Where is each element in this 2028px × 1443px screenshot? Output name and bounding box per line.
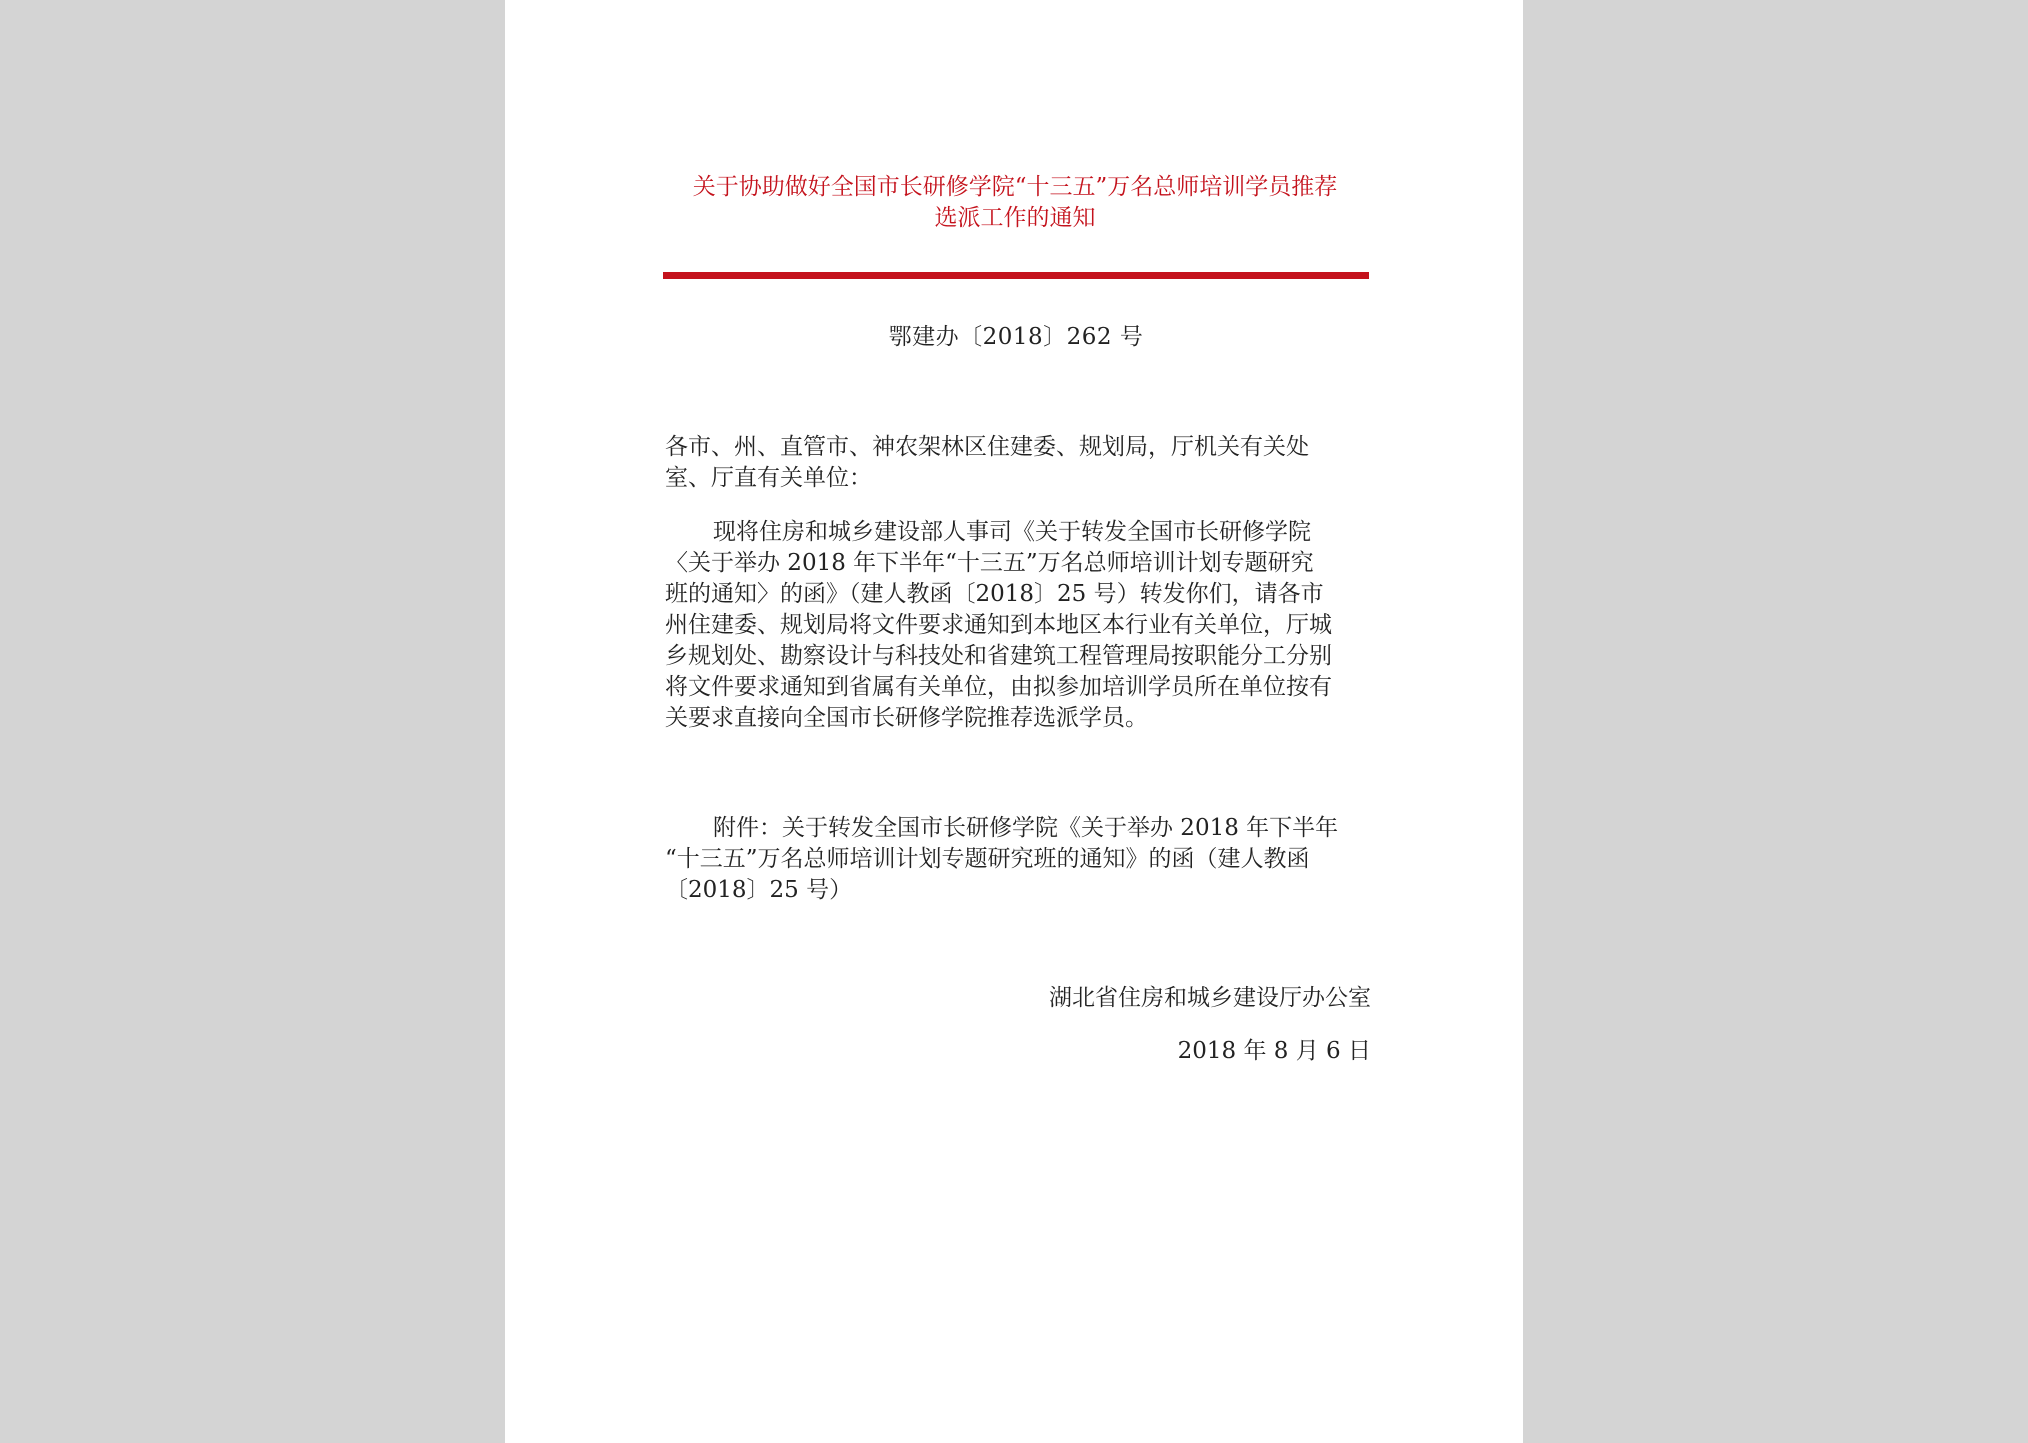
attachment-line: “十三五”万名总师培训计划专题研究班的通知》的函（建人教函 [665,846,1310,872]
document-title [655,172,1375,234]
body-line: 乡规划处、勘察设计与科技处和省建筑工程管理局按职能分工分别 [665,643,1332,669]
title-line: 关于协助做好全国市长研修学院“十三五”万名总师培训学员推荐 [692,174,1338,200]
body-line: 关要求直接向全国市长研修学院推荐选派学员。 [665,705,1148,731]
salutation [665,432,1369,494]
body-line: 〈关于举办 2018 年下半年“十三五”万名总师培训计划专题研究 [665,550,1314,576]
document-number: 鄂建办〔2018〕262 号 [888,324,1144,350]
attachment-note [665,813,1369,906]
title-line: 选派工作的通知 [934,205,1096,231]
salutation-line: 各市、州、直管市、神农架林区住建委、规划局，厅机关有关处 [665,434,1309,460]
attachment-line: 〔2018〕25 号） [665,877,853,903]
body-line: 现将住房和城乡建设部人事司《关于转发全国市长研修学院 [713,519,1311,545]
signature-organization: 湖北省住房和城乡建设厅办公室 [1049,985,1371,1011]
body-paragraph [665,517,1369,734]
body-line: 将文件要求通知到省属有关单位，由拟参加培训学员所在单位按有 [665,674,1332,700]
document-page [505,0,1523,1443]
body-line: 州住建委、规划局将文件要求通知到本地区本行业有关单位，厅城 [665,612,1332,638]
red-header-rule [663,272,1369,279]
salutation-line: 室、厅直有关单位： [665,465,872,491]
body-line: 班的通知〉的函》（建人教函〔2018〕25 号）转发你们，请各市 [665,581,1324,607]
signature-date: 2018 年 8 月 6 日 [1177,1038,1371,1064]
attachment-line: 附件：关于转发全国市长研修学院《关于举办 2018 年下半年 [713,815,1339,841]
